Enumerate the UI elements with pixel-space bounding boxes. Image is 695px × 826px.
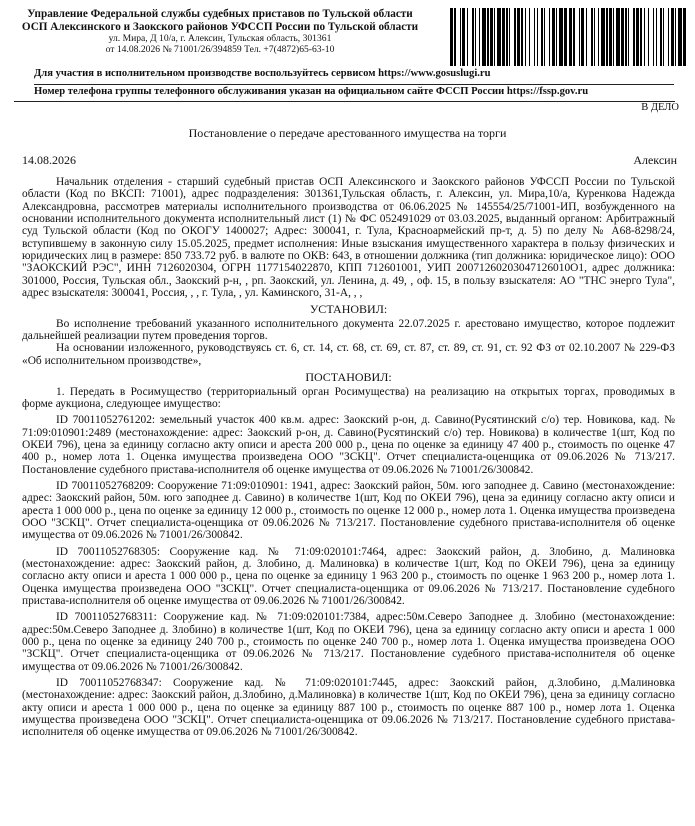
letterhead-address: ул. Мира, Д 10/а, г. Алексин, Тульская область, 301361 [108, 33, 332, 44]
established-paragraph: Во исполнение требований указанного исполнительного документа 22.07.2025 г. арестовано имущество, которое подлежит дальнейшей реализации путем проведения торгов. [22, 317, 675, 343]
intro-paragraph: Начальник отделения - старший судебный пристав ОСП Алексинского и Заокского районов УФССП России по Тульской области (Код по ВКСП: 71001), адрес подразделения: 301361,Тульская область, г. Алексин, ул. Мира,10/а, Куренкова Надежда Александровна, рассмотрев материалы исполнительного производства от 06.06.2025 № 145554/25/71001-ИП, возбужденного на основании исполнительного документа исполнительный лист (1) № ФС 052491029 от 03.03.2025, выданный органом: Арбитражный суд Тульской области (Код по ОКОГУ 1400027; Адрес: 300041, г. Тула, Красноармейский пр-т, д. 5) по делу № А68-8298/24, вступившему в законную силу 15.05.2025, предмет исполнения: Иные взыскания имущественного характера в пользу физических и юридических лиц в размере: 850 733.72 руб. в валюте по ОКВ: 643, в отношении должника (тип должника: юридическое лицо): ООО "ЗАОКСКИЙ РЭС", ИНН 7126020304, ОГРН 1177154022870, КПП 712601001, УИП 20071260203047126010О1, адрес должника: 301000, Россия, Тульская обл., Заокский р-н, , рп. Заокский, ул. Ленина, д. 49, , оф. 15, в пользу взыскателя: АО "ТНС энерго Тула", адрес взыскателя: 300041, Россия, , , г. Тула, , ул. Каминского, 31-А, , , [22, 176, 675, 300]
section-heading-decided: ПОСТАНОВИЛ: [305, 370, 392, 385]
lot-entry: ID 70011052768311: Сооружение кад. № 71:09:020101:7384, адрес:50м.Северо Заподнее д. Злобино (местонахождение: адрес:50м.Северо Заподнее д. Злобино) в количестве 1(шт, Код по ОКЕИ 796), цена за единицу согласно акту описи и ареста 1 000 000 р., цена по оценке за единицу 240 700 р., стоимость по оценке 240 700 р., номер лота 1. Оценка имущества произведена ООО "ЗСКЦ". Отчет специалиста-оценщика от 09.06.2026 № 713/217. Постановление судебного пристава-исполнителя об оценке имущества от 09.06.2026 № 71001/26/300842. [22, 611, 675, 673]
gosuslugi-notice: Для участия в исполнительном производстве воспользуйтесь сервисом https://www.gosuslugi.ru [34, 68, 491, 79]
lot-entry: ID 70011052768305: Сооружение кад. № 71:09:020101:7464, адрес: Заокский район, д. Злобино, д. Малиновка (местонахождение: адрес: Заокский район, д. Злобино, д. Малиновка) в количестве 1(шт, Код по ОКЕИ 796), цена за единицу согласно акту описи и ареста 1 000 000 р., цена по оценке за единицу 1 963 200 р., стоимость по оценке 1 963 200 р., номер лота 1. Оценка имущества произведена ООО "ЗСКЦ". Отчет специалиста-оценщика от 09.06.2026 № 713/217. Постановление судебного пристава-исполнителя об оценке имущества от 09.06.2026 № 71001/26/300842. [22, 545, 675, 607]
lot-entry: ID 70011052768209: Сооружение 71:09:010901: 1941, адрес: Заокский район, 50м. юго заподнее д. Савино (местонахождение: адрес: Заокский район, 50м. юго заподнее д. Савино) в количестве 1(шт, Код по ОКЕИ 796), цена за единицу согласно акту описи и ареста 1 000 000 р., цена по оценке за единицу 12 000 р., стоимость по оценке 12 000 р., номер лота 1. Оценка имущества произведена ООО "ЗСКЦ". Отчет специалиста-оценщика от 09.06.2026 № 713/217. Постановление судебного пристава-исполнителя об оценке имущества от 09.06.2026 № 71001/26/300842. [22, 479, 675, 542]
letterhead-agency: Управление Федеральной службы судебных приставов по Тульской области [27, 8, 413, 20]
document-date: 14.08.2026 [22, 153, 76, 167]
legal-basis-paragraph: На основании изложенного, руководствуясь ст. 6, ст. 14, ст. 68, ст. 69, ст. 87, ст. 89, ст. 91, ст. 92 ФЗ от 02.10.2007 № 229-ФЗ «Об исполнительном производстве», [22, 342, 675, 367]
lot-entry: ID 70011052761202: земельный участок 400 кв.м. адрес: Заокский р-он, д. Савино(Русятинский с/о) тер. Новикова, кад. № 71:09:010901:2489 (местонахождение: адрес: Заокский р-он, д. Савино(Русятинский с/о) тер. Новикова) в количестве 1(шт, Код по ОКЕИ 796), цена за единицу согласно акту описи и ареста 200 000 р., цена по оценке за единицу 47 400 р., стоимость по оценке 47 400 р., номер лота 1. Оценка имущества произведена ООО "ЗСКЦ". Отчет специалиста-оценщика от 09.06.2026 № 713/217. Постановление судебного пристава-исполнителя об оценке имущества от 09.06.2026 № 71001/26/300842. [22, 414, 675, 476]
lot-entry: ID 70011052768347: Сооружение кад. № 71:09:020101:7445, адрес: Заокский район, д.Злобино, д.Малиновка (местонахождение: адрес: Заокский район, д.Злобино, д.Малиновка) в количестве 1(шт, Код по ОКЕИ 796), цена за единицу согласно акту описи и ареста 1 000 000 р., цена по оценке за единицу 887 100 р., стоимость по оценке 887 100 р., номер лота 1. Оценка имущества произведена ООО "ЗСКЦ". Отчет специалиста-оценщика от 09.06.2026 № 713/217. Постановление судебного пристава-исполнителя об оценке имущества от 09.06.2026 № 71001/26/300842. [22, 677, 675, 739]
barcode [448, 8, 688, 66]
divider [14, 101, 675, 102]
letterhead-department: ОСП Алексинского и Заокского районов УФССП России по Тульской области [21, 20, 419, 33]
document-city: Алексин [633, 153, 677, 167]
section-heading-established: УСТАНОВИЛ: [309, 302, 388, 317]
document-body [22, 176, 675, 739]
letterhead [0, 8, 440, 55]
phone-notice: Номер телефона группы телефонного обслуживания указан на официальном сайте ФССП России https://fssp.gov.ru [34, 86, 589, 97]
letterhead-reference: от 14.08.2026 № 71001/26/394859 Тел. +7(4872)65-63-10 [105, 44, 335, 55]
divider [34, 84, 674, 85]
item-1-paragraph: 1. Передать в Росимущество (территориальный орган Росимущества) на реализацию на открытых торгах, проводимых в форме аукциона, следующее имущество: [22, 385, 675, 410]
filing-stamp: В ДЕЛО [641, 102, 679, 113]
document-title: Постановление о передаче арестованного имущества на торги [188, 126, 507, 140]
